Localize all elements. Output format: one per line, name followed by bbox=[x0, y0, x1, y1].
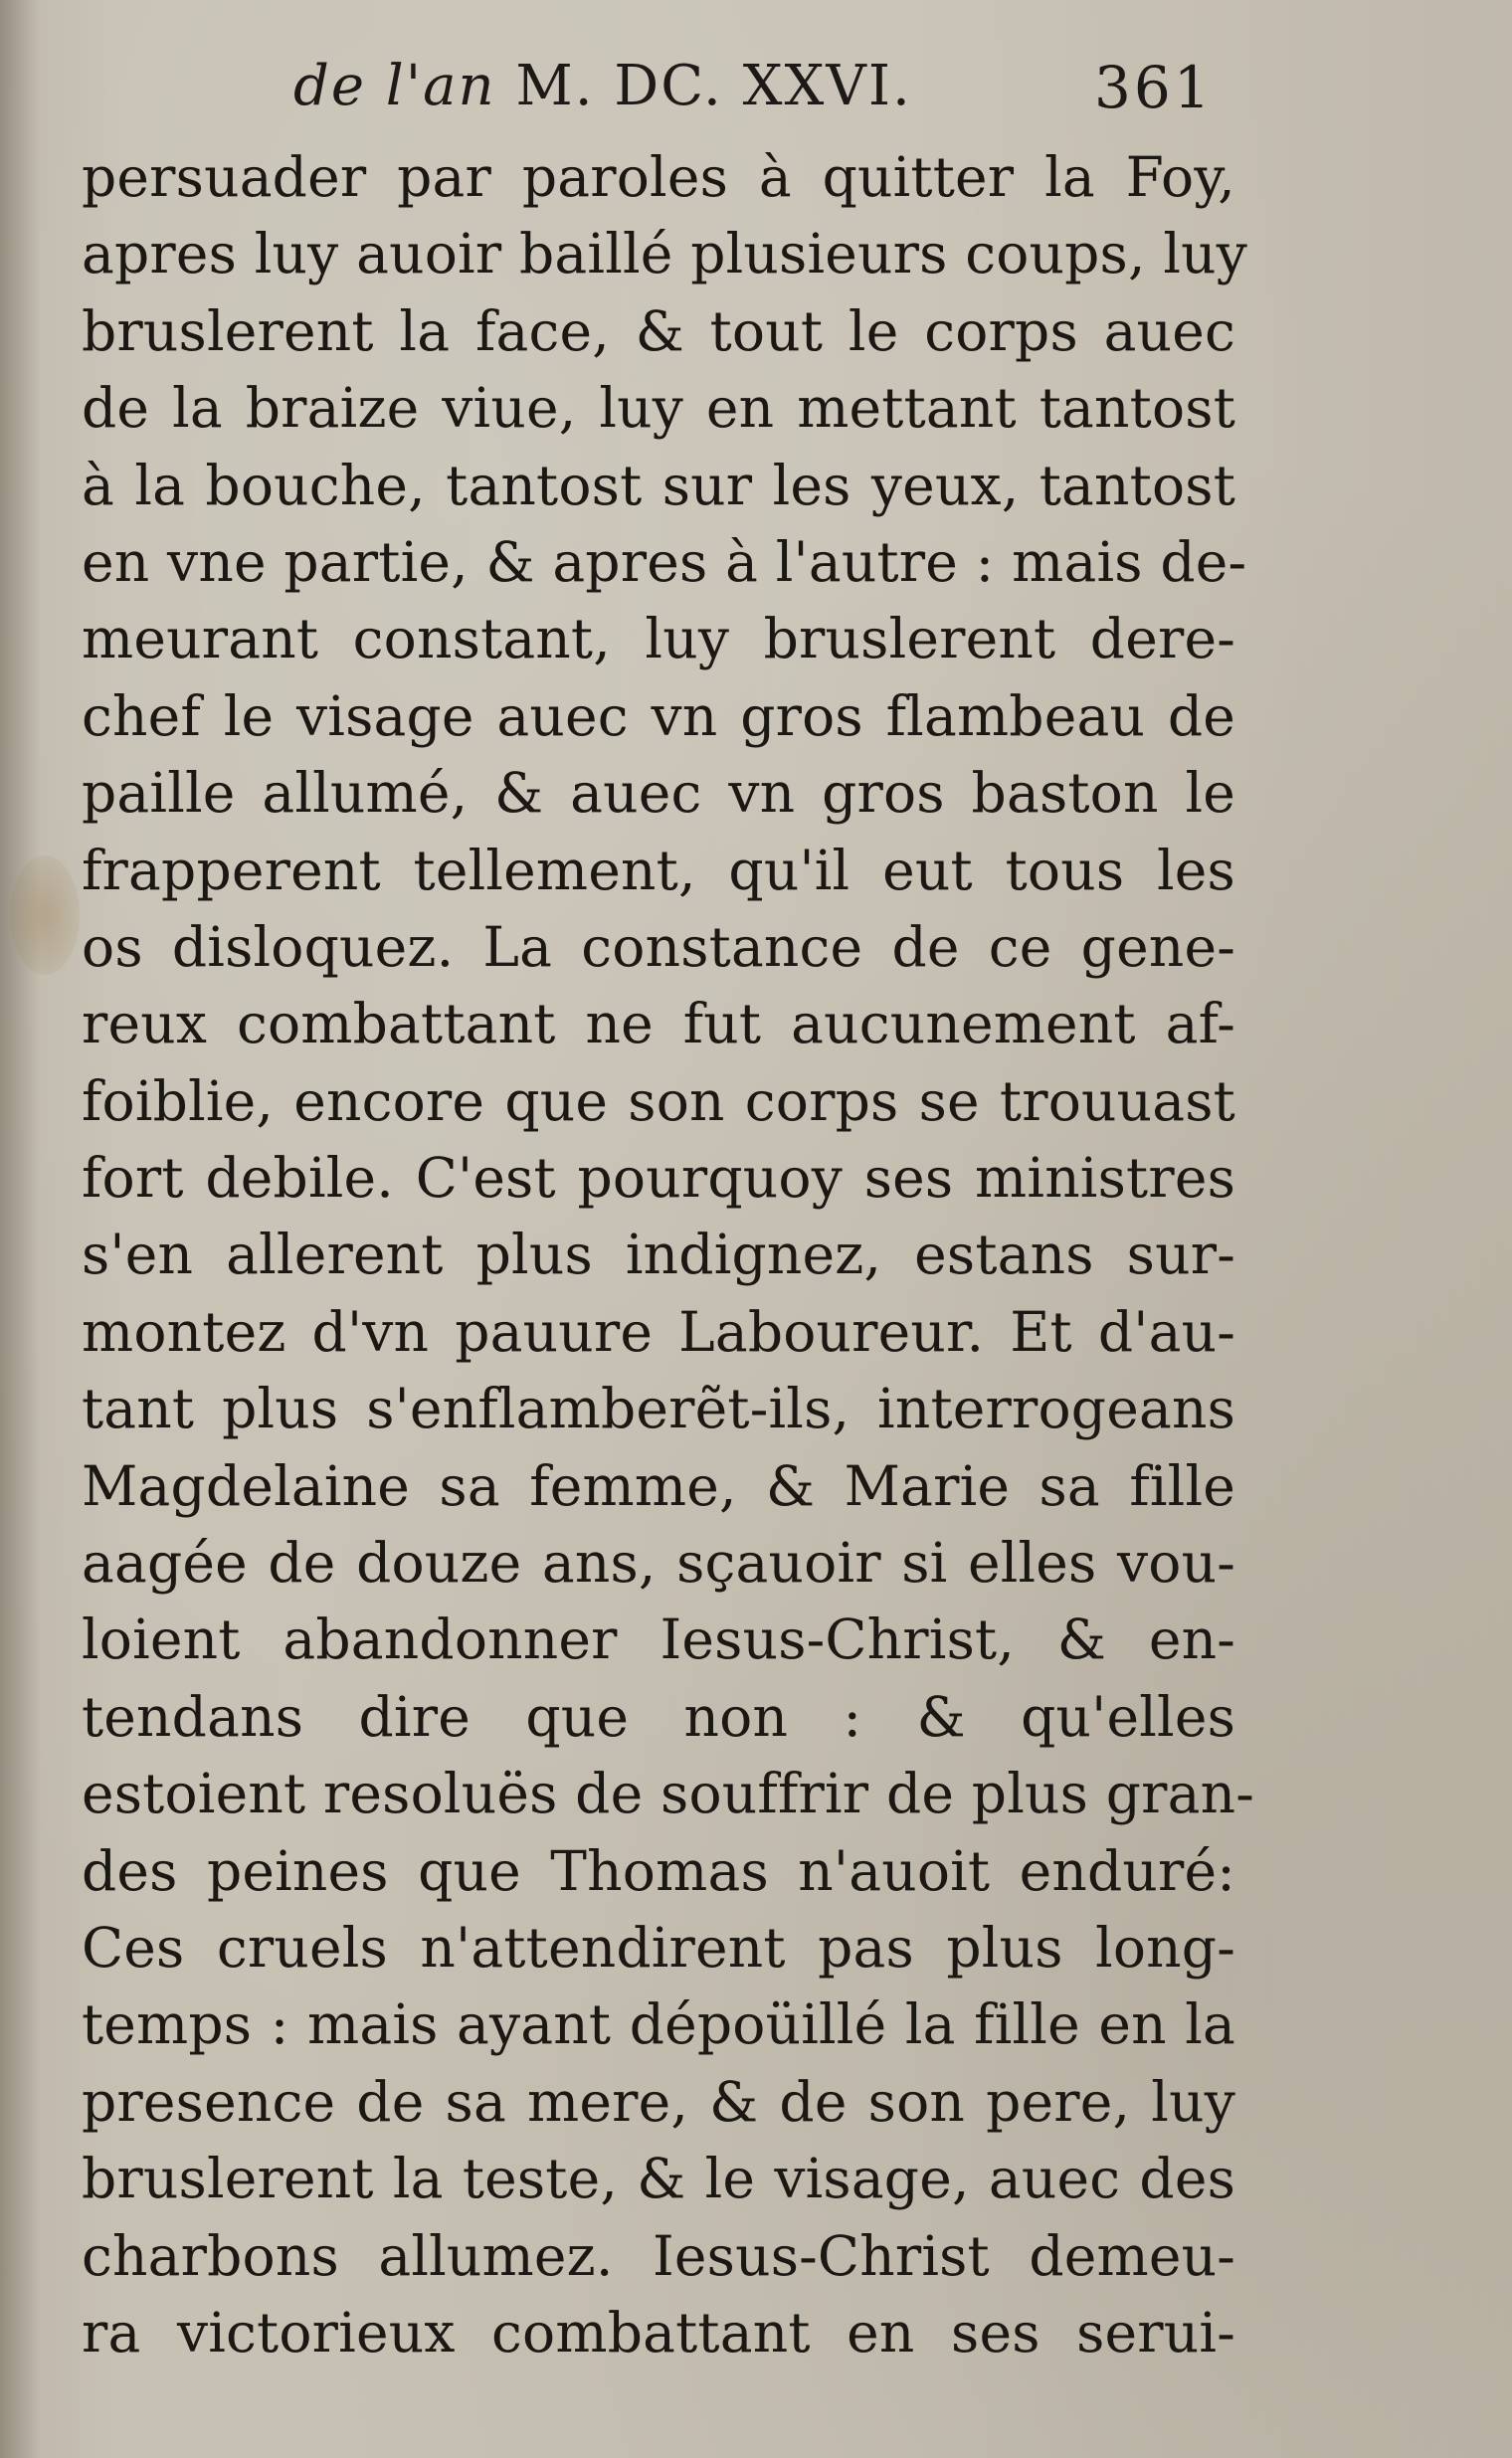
running-head-roman: M. DC. XXVI. bbox=[515, 54, 912, 118]
text-line: ra victorieux combattant en ses serui- bbox=[82, 2300, 1235, 2364]
text-line: presence de sa mere, & de son pere, luy bbox=[82, 2069, 1235, 2134]
text-line: bruslerent la teste, & le visage, auec des bbox=[82, 2147, 1235, 2211]
text-line: Magdelaine sa femme, & Marie sa fille bbox=[82, 1453, 1235, 1518]
text-line: Ces cruels n'attendirent pas plus long- bbox=[82, 1915, 1235, 1980]
text-line: foiblie, encore que son corps se trouuast bbox=[82, 1068, 1235, 1133]
text-line: persuader par paroles à quitter la Foy, bbox=[82, 145, 1235, 209]
text-line: tendans dire que non : & qu'elles bbox=[82, 1684, 1235, 1749]
gutter-shadow bbox=[0, 0, 40, 2458]
text-line: s'en allerent plus indignez, estans sur- bbox=[82, 1223, 1235, 1287]
text-line: meurant constant, luy bruslerent dere- bbox=[82, 607, 1235, 671]
text-line: de la braize viue, luy en mettant tantost bbox=[82, 376, 1235, 441]
text-line: paille allumé, & auec vn gros baston le bbox=[82, 761, 1235, 826]
text-line: montez d'vn pauure Laboureur. Et d'au- bbox=[82, 1299, 1235, 1364]
running-head bbox=[293, 54, 912, 118]
running-head-italic: de l'an bbox=[293, 54, 496, 118]
paper-stain bbox=[10, 855, 80, 975]
text-line: loient abandonner Iesus-Christ, & en- bbox=[82, 1607, 1235, 1672]
page-number: 361 bbox=[1094, 54, 1214, 121]
text-line: temps : mais ayant dépoüillé la fille en la bbox=[82, 1992, 1235, 2057]
text-line: estoient resoluës de souffrir de plus gran- bbox=[82, 1762, 1255, 1826]
text-line: charbons allumez. Iesus-Christ demeu- bbox=[82, 2223, 1235, 2288]
text-line: des peines que Thomas n'auoit enduré: bbox=[82, 1838, 1235, 1903]
text-line: reux combattant ne fut aucunement af- bbox=[82, 992, 1235, 1056]
text-line: apres luy auoir baillé plusieurs coups, luy bbox=[82, 222, 1248, 286]
text-line: en vne partie, & apres à l'autre : mais de- bbox=[82, 529, 1247, 594]
text-line: bruslerent la face, & tout le corps auec bbox=[82, 298, 1235, 363]
text-line: tant plus s'enflamberẽt-ils, interrogeans bbox=[82, 1377, 1235, 1441]
text-line: frapperent tellement, qu'il eut tous les bbox=[82, 838, 1235, 902]
page-header bbox=[0, 54, 1512, 143]
text-line: fort debile. C'est pourquoy ses ministres bbox=[82, 1146, 1235, 1211]
text-line: aagée de douze ans, sçauoir si elles vou- bbox=[82, 1531, 1235, 1596]
text-line: à la bouche, tantost sur les yeux, tantost bbox=[82, 453, 1235, 517]
body-text bbox=[82, 139, 1255, 2371]
text-line: os disloquez. La constance de ce gene- bbox=[82, 914, 1235, 979]
text-line: chef le visage auec vn gros flambeau de bbox=[82, 683, 1235, 748]
